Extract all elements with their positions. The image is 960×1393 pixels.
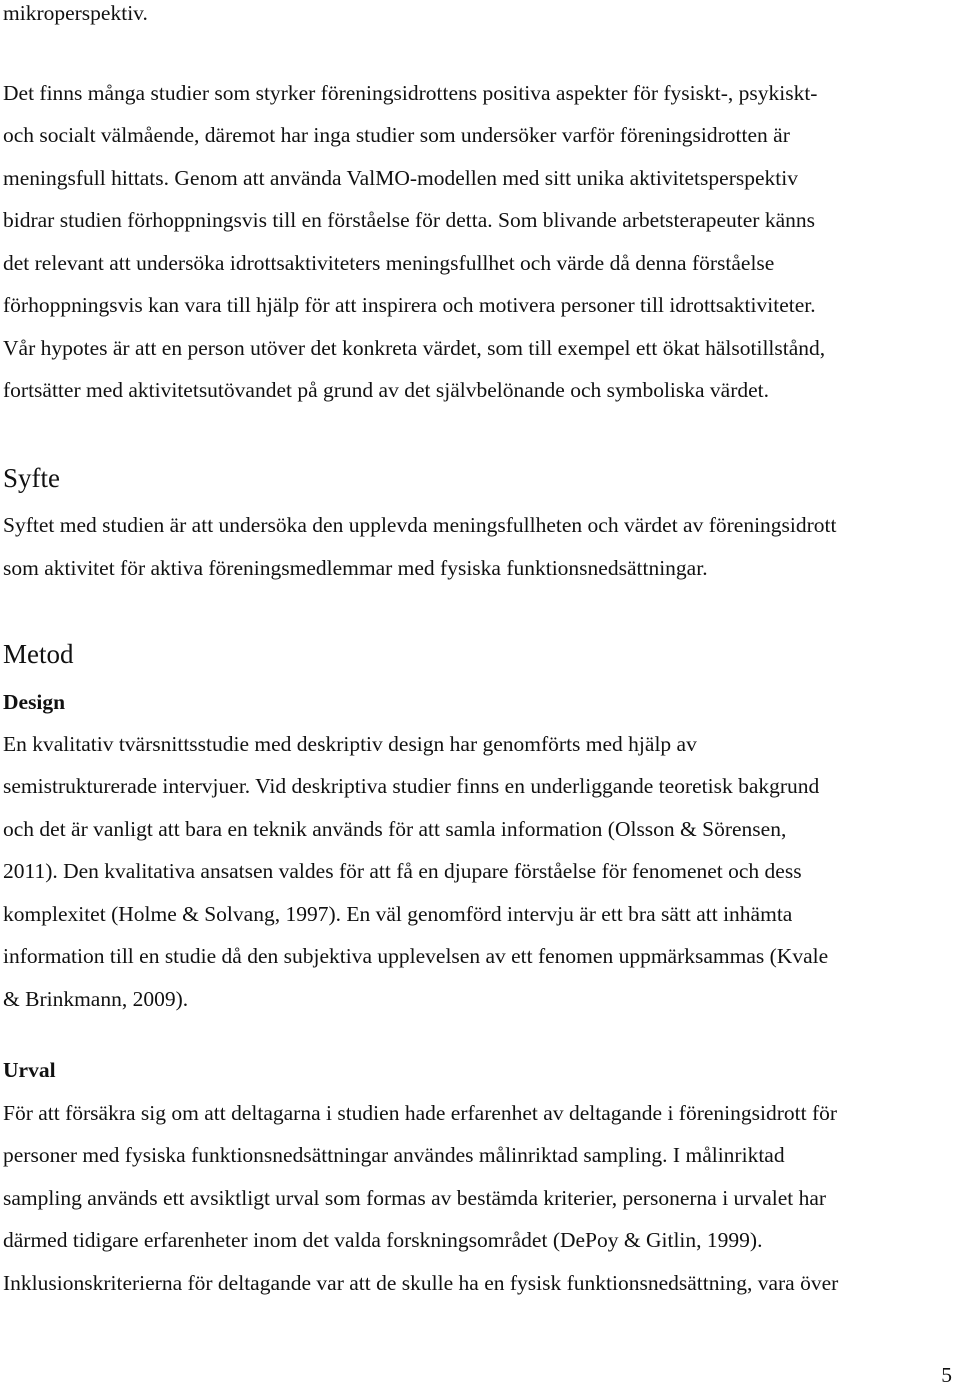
urval-heading: Urval (3, 1058, 56, 1082)
urval-line: För att försäkra sig om att deltagarna i studien hade erfarenhet av deltagande i föreningsidrott för (3, 1101, 838, 1125)
design-line: semistrukturerade intervjuer. Vid deskriptiva studier finns en underliggande teoretisk bakgrund (3, 774, 820, 798)
intro-line: förhoppningsvis kan vara till hjälp för att inspirera och motivera personer till idrottsaktiviteter. (3, 293, 816, 317)
urval-line: personer med fysiska funktionsnedsättningar användes målinriktad sampling. I målinriktad (3, 1143, 785, 1167)
metod-heading: Metod (3, 639, 74, 669)
intro-line: Vår hypotes är att en person utöver det konkreta värdet, som till exempel ett ökat hälsotillstånd, (3, 336, 826, 360)
design-line: och det är vanligt att bara en teknik används för att samla information (Olsson & Sörensen, (3, 817, 787, 841)
syfte-heading: Syfte (3, 463, 60, 493)
design-line: information till en studie då den subjektiva upplevelsen av ett fenomen uppmärksammas (Kvale (3, 944, 829, 968)
design-line: 2011). Den kvalitativa ansatsen valdes för att få en djupare förståelse för fenomenet och dess (3, 859, 802, 883)
syfte-line: som aktivitet för aktiva föreningsmedlemmar med fysiska funktionsnedsättningar. (3, 556, 708, 580)
intro-line: det relevant att undersöka idrottsaktiviteters meningsfullhet och värde då denna förståelse (3, 251, 775, 275)
carry-over-line: mikroperspektiv. (3, 1, 148, 25)
syfte-line: Syftet med studien är att undersöka den upplevda meningsfullheten och värdet av föreningsidrott (3, 513, 837, 537)
design-line: & Brinkmann, 2009). (3, 987, 189, 1011)
urval-line: därmed tidigare erfarenheter inom det valda forskningsområdet (DePoy & Gitlin, 1999). (3, 1228, 763, 1252)
intro-line: meningsfull hittats. Genom att använda ValMO-modellen med sitt unika aktivitetsperspektiv (3, 166, 798, 190)
intro-line: fortsätter med aktivitetsutövandet på grund av det självbelönande och symboliska värdet. (3, 378, 770, 402)
urval-line: Inklusionskriterierna för deltagande var att de skulle ha en fysisk funktionsnedsättning, vara över (3, 1271, 839, 1295)
intro-line: och socialt välmående, däremot har inga studier som undersöker varför föreningsidrotten är (3, 123, 790, 147)
design-line: komplexitet (Holme & Solvang, 1997). En väl genomförd intervju är ett bra sätt att inhämta (3, 902, 793, 926)
urval-line: sampling används ett avsiktligt urval som formas av bestämda kriterier, personerna i urvalet har (3, 1186, 827, 1210)
page-number: 5 (941, 1363, 952, 1387)
design-heading: Design (3, 690, 66, 714)
intro-line: bidrar studien förhoppningsvis till en förståelse för detta. Som blivande arbetsterapeuter känns (3, 208, 816, 232)
intro-line: Det finns många studier som styrker föreningsidrottens positiva aspekter för fysiskt-, psykiskt- (3, 81, 818, 105)
design-line: En kvalitativ tvärsnittsstudie med deskriptiv design har genomförts med hjälp av (3, 732, 697, 756)
